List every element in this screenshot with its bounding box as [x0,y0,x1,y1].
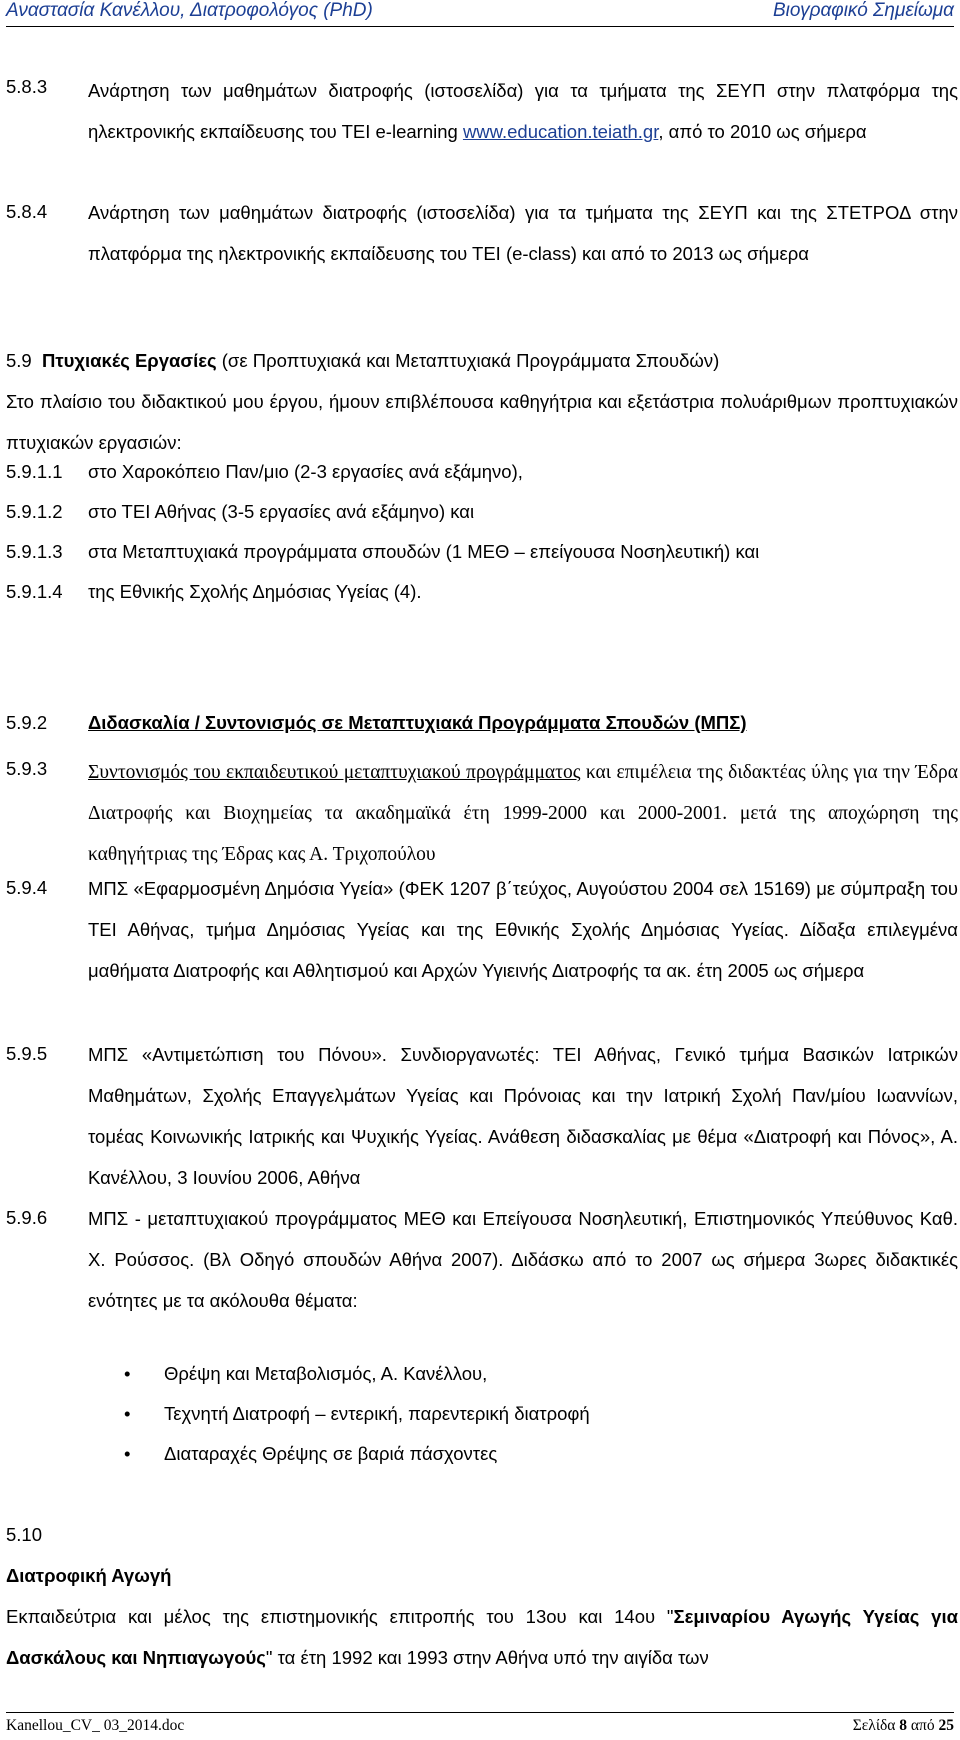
section-number: 5.10 [6,1524,43,1545]
subitem-list [6,452,958,612]
header-author: Αναστασία Κανέλλου, Διατροφολόγος (PhD) [6,0,373,21]
page-header [6,0,954,27]
section-5-10 [6,1514,958,1678]
bullet-icon: • [124,1443,131,1464]
header-doc-title: Βιογραφικό Σημείωμα [772,0,954,21]
section-number: 5.9.6 [6,1207,48,1228]
list-item: 5.9.1.2 στο ΤΕΙ Αθήνας (3-5 εργασίες ανά εξάμηνο) και [6,501,475,522]
section-text: ΜΠΣ «Εφαρμοσμένη Δημόσια Υγεία» (ΦΕΚ 1207 β΄τεύχος, Αυγούστου 2004 σελ 15169) με σύμπραξη του ΤΕΙ Αθήνας, τμήμα Δημόσιας Υγείας και της Εθνικής Σχολής Δημόσιας Υγείας. Δίδαξα επιλεγμένα μαθήματα Διατροφής και Αθλητισμού και Αρχών Υγιεινής Διατροφής τα ακ. έτη 2005 ως σήμερα [88,878,958,981]
section-text: Ανάρτηση των μαθημάτων διατροφής (ιστοσελίδα) για τα τμήματα της ΣΕΥΠ και της ΣΤΕΤΡΟΔ στην πλατφόρμα της ηλεκτρονικής εκπαίδευσης του ΤΕΙ (e-class) και από το 2013 ως σήμερα [88,202,958,264]
section-number: 5.8.4 [6,201,48,222]
bullet-icon: • [124,1403,131,1424]
education-link[interactable]: www.education.teiath.gr [462,121,659,142]
footer-page-number: Σελίδα 8 από 25 [852,1717,954,1734]
page-footer [6,1712,954,1740]
section-5-9-3 [6,752,958,875]
list-item: 5.9.1.1 στο Χαροκόπειο Παν/μιο (2-3 εργασίες ανά εξάμηνο), [6,461,523,482]
section-5-9-2 [6,712,958,734]
section-5-9 [6,340,958,463]
section-5-9-6 [6,1198,958,1321]
section-title: Πτυχιακές Εργασίες [42,350,217,371]
section-text: Ανάρτηση των μαθημάτων διατροφής (ιστοσελίδα) για τα τμήματα της ΣΕΥΠ στην πλατφόρμα της ηλεκτρονικής εκπαίδευσης του ΤΕΙ e-learning www.education.teiath.gr, από το 2010 ως σήμερα [88,80,958,142]
section-text: ΜΠΣ - μεταπτυχιακού προγράμματος ΜΕΘ και Επείγουσα Νοσηλευτική, Επιστημονικός Υπεύθυνος Καθ. Χ. Ρούσσος. (Βλ Οδηγό σπουδών Αθήνα 2007). Διδάσκω από το 2007 ως σήμερα 3ωρες διδακτικές ενότητες με τα ακόλουθα θέματα: [88,1208,958,1311]
section-5-8-4 [6,192,958,274]
bullet-icon: • [124,1363,131,1384]
section-number: 5.9.2 [6,712,48,733]
section-5-9-4 [6,868,958,991]
section-heading: 5.9 Πτυχιακές Εργασίες (σε Προπτυχιακά και Μεταπτυχιακά Προγράμματα Σπουδών) [6,350,720,371]
section-text: Εκπαιδεύτρια και μέλος της επιστημονικής επιτροπής του 13ου και 14ου "Σεμιναρίου Αγωγής Υγείας για Δασκάλους και Νηπιαγωγούς" τα έτη 1992 και 1993 στην Αθήνα υπό την αιγίδα των [6,1606,958,1668]
section-text: ΜΠΣ «Αντιμετώπιση του Πόνου». Συνδιοργανωτές: ΤΕΙ Αθήνας, Γενικό τμήμα Βασικών Ιατρικών Μαθημάτων, Σχολής Επαγγελμάτων Υγείας και Πρόνοιας και την Ιατρική Σχολή Παν/μίου Ιωαννίων, τομέας Κοινωνικής Ιατρικής και Ψυχικής Υγείας. Ανάθεση διδασκαλίας με θέμα «Διατροφή και Πόνος», Α. Κανέλλου, 3 Ιουνίου 2006, Αθήνα [88,1044,958,1188]
section-text: Συντονισμός του εκπαιδευτικού μεταπτυχιακού προγράμματος και επιμέλεια της διδακτέας ύλης για την Έδρα Διατροφής και Βιοχημείας τα ακαδημαϊκά έτη 1999-2000 και 2000-2001. μετά της αποχώρηση της καθηγήτριας της Έδρας κας Α. Τριχοπούλου [88,762,958,865]
section-number: 5.8.3 [6,76,48,97]
section-title: Διατροφική Αγωγή [6,1565,172,1586]
section-number: 5.9.4 [6,877,48,898]
footer-filename: Kanellou_CV_ 03_2014.doc [6,1717,185,1734]
list-item: 5.9.1.4 της Εθνικής Σχολής Δημόσιας Υγείας (4). [6,581,422,602]
section-intro: Στο πλαίσιο του διδακτικού μου έργου, ήμουν επιβλέπουσα καθηγήτρια και εξετάστρια πολυάριθμων προπτυχιακών πτυχιακών εργασιών: [6,391,958,453]
section-5-9-5 [6,1034,958,1198]
section-title: Διδασκαλία / Συντονισμός σε Μεταπτυχιακά Προγράμματα Σπουδών (ΜΠΣ) [88,712,747,733]
list-item: 5.9.1.3 στα Μεταπτυχιακά προγράμματα σπουδών (1 ΜΕΘ – επείγουσα Νοσηλευτική) και [6,541,760,562]
section-number: 5.9.3 [6,758,48,779]
section-number: 5.9.5 [6,1043,48,1064]
section-5-8-3 [6,70,958,152]
